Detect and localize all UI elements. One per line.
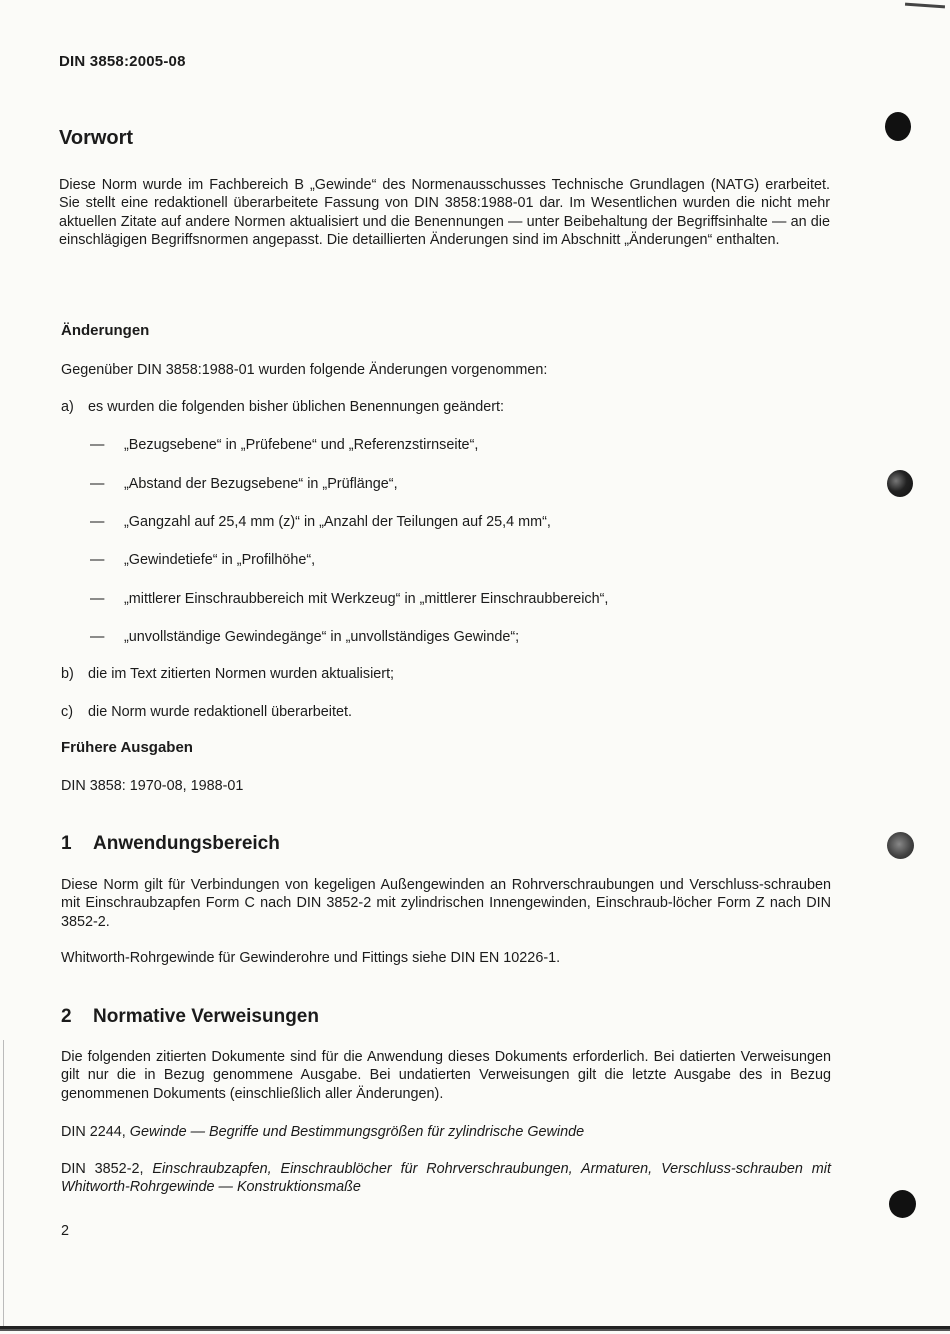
section-title: Normative Verweisungen <box>93 1006 319 1027</box>
section-number: 2 <box>61 1006 72 1027</box>
changes-dash-item <box>90 513 551 531</box>
dash-item-text: „mittlerer Einschraubbereich mit Werkzeug“ in „mittlerer Einschraubbereich“, <box>124 591 609 607</box>
dash-bullet: — <box>90 476 105 492</box>
dash-item-text: „unvollständige Gewindegänge“ in „unvollständiges Gewinde“; <box>124 629 520 645</box>
changes-dash-item <box>90 628 519 646</box>
changes-dash-item <box>90 590 608 608</box>
document-id: DIN 3858:2005-08 <box>59 53 186 70</box>
foreword-title: Vorwort <box>59 127 134 149</box>
reference-din-2244 <box>61 1123 584 1141</box>
dash-bullet: — <box>90 514 105 530</box>
changes-dash-item <box>90 551 315 569</box>
reference-din-3852-2 <box>61 1160 831 1197</box>
page-number: 2 <box>61 1223 70 1239</box>
section-title: Anwendungsbereich <box>93 833 280 854</box>
previous-editions-text: DIN 3858: 1970-08, 1988-01 <box>61 778 244 794</box>
scan-edge-line <box>3 1040 4 1330</box>
punch-hole-icon <box>889 1190 916 1218</box>
changes-intro: Gegenüber DIN 3858:1988-01 wurden folgende Änderungen vorgenommen: <box>61 362 548 378</box>
dash-item-text: „Gangzahl auf 25,4 mm (z)“ in „Anzahl der Teilungen auf 25,4 mm“, <box>124 514 551 530</box>
corner-mark-icon <box>905 3 945 9</box>
reference-title: Einschraubzapfen, Einschraublöcher für Rohrverschraubungen, Armaturen, Verschluss-schrauben mit Whitworth-Rohrgewinde — Konstruktionsmaße <box>61 1161 831 1196</box>
changes-dash-item <box>90 436 478 454</box>
changes-item-b <box>61 665 394 683</box>
item-label: b) <box>61 666 74 682</box>
item-label: a) <box>61 399 74 415</box>
punch-hole-icon <box>887 832 914 859</box>
reference-title: Gewinde — Begriffe und Bestimmungsgrößen für zylindrische Gewinde <box>129 1124 585 1140</box>
section-2-heading <box>61 1006 319 1028</box>
item-text: die Norm wurde redaktionell überarbeitet. <box>88 704 352 720</box>
section-1-paragraph-2: Whitworth-Rohrgewinde für Gewinderohre und Fittings siehe DIN EN 10226-1. <box>61 950 561 966</box>
section-2-paragraph: Die folgenden zitierten Dokumente sind für die Anwendung dieses Dokuments erforderlich. Bei datierten Verweisungen gilt nur die in Bezug genommene Ausgabe. Bei undatierten Verweisungen gilt die letzte Ausgabe des in Bezug genommenen Dokuments (einschließlich aller Änderungen). <box>61 1049 831 1102</box>
dash-bullet: — <box>90 552 105 568</box>
item-text: die im Text zitierten Normen wurden aktualisiert; <box>88 666 395 682</box>
changes-item-c <box>61 703 352 721</box>
previous-editions-title: Frühere Ausgaben <box>61 739 193 756</box>
dash-item-text: „Bezugsebene“ in „Prüfebene“ und „Referenzstirnseite“, <box>124 437 479 453</box>
reference-id: DIN 2244, <box>61 1124 126 1140</box>
dash-bullet: — <box>90 591 105 607</box>
section-1-paragraph: Diese Norm gilt für Verbindungen von kegeligen Außengewinden an Rohrverschraubungen und Verschluss-schrauben mit Einschraubzapfen Form C nach DIN 3852-2 mit zylindrischen Innengewinden, Einschraub-löcher Form Z nach DIN 3852-2. <box>61 877 831 930</box>
dash-bullet: — <box>90 437 105 453</box>
item-text: es wurden die folgenden bisher üblichen Benennungen geändert: <box>88 399 505 415</box>
changes-item-a <box>61 398 504 416</box>
dash-item-text: „Gewindetiefe“ in „Profilhöhe“, <box>124 552 316 568</box>
punch-hole-icon <box>887 470 913 497</box>
section-number: 1 <box>61 833 72 854</box>
scan-bottom-bar-shadow <box>0 1329 950 1331</box>
changes-dash-item <box>90 475 398 493</box>
foreword-paragraph: Diese Norm wurde im Fachbereich B „Gewinde“ des Normenausschusses Technische Grundlagen (NATG) erarbeitet. Sie stellt eine redaktionell überarbeitete Fassung von DIN 3858:1988-01 dar. Im Wesentlichen wurden die nicht mehr aktuellen Zitate auf andere Normen aktualisiert und die Benennungen — unter Beibehaltung der Begriffsinhalte — an die einschlägigen Begriffsnormen angepasst. Die detaillierten Änderungen sind im Abschnitt „Änderungen“ enthalten. <box>59 177 830 249</box>
dash-bullet: — <box>90 629 105 645</box>
reference-id: DIN 3852-2, <box>61 1161 144 1177</box>
punch-hole-icon <box>885 112 911 141</box>
dash-item-text: „Abstand der Bezugsebene“ in „Prüflänge“, <box>124 476 398 492</box>
changes-title: Änderungen <box>61 322 150 339</box>
section-1-heading <box>61 833 280 855</box>
item-label: c) <box>61 704 73 720</box>
